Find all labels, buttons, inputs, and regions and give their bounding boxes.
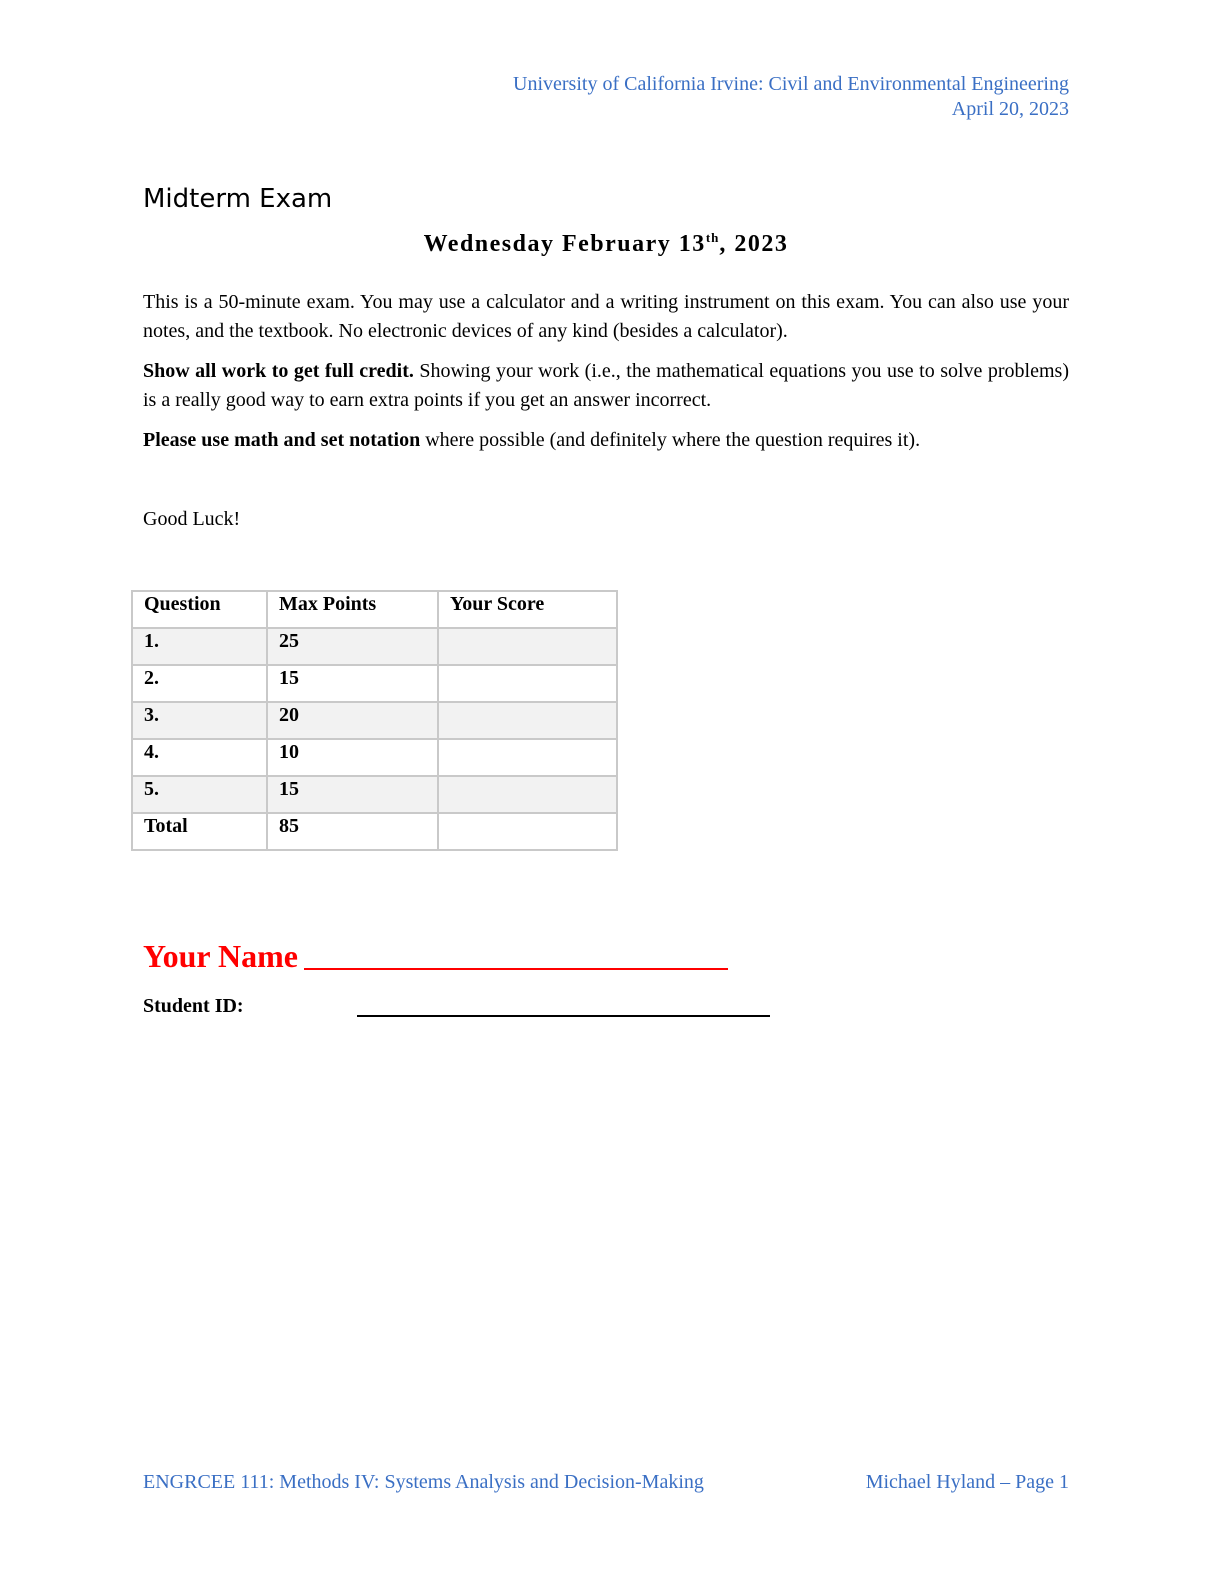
total-label-cell: Total xyxy=(132,813,267,850)
footer-page: Michael Hyland – Page 1 xyxy=(865,1471,1069,1493)
student-id-label: Student ID: xyxy=(143,995,244,1017)
header-question: Question xyxy=(132,591,267,628)
table-row xyxy=(132,628,617,665)
instructions-p2-rest: Showing your work (i.e., the mathematical equations you use to solve problems) is a really good way to earn extra points if you get an answer incorrect. xyxy=(143,360,1069,411)
exam-date-prefix: Wednesday February 13 xyxy=(423,231,706,257)
max-points-cell: 15 xyxy=(267,665,438,702)
table-row xyxy=(132,739,617,776)
table-header-row xyxy=(132,591,617,628)
question-cell: 1. xyxy=(132,628,267,665)
instructions-paragraph-1: This is a 50-minute exam. You may use a calculator and a writing instrument on this exam. You can also use your notes, and the textbook. No electronic devices of any kind (besides a calculator). xyxy=(143,291,1069,342)
max-points-cell: 25 xyxy=(267,628,438,665)
page-header xyxy=(513,72,1069,122)
table-row-total xyxy=(132,813,617,850)
total-score-cell[interactable] xyxy=(438,813,617,850)
instructions-paragraph-3 xyxy=(143,426,1069,455)
instructions-p2-bold: Show all work to get full credit. xyxy=(143,360,414,382)
score-table xyxy=(131,590,618,851)
table-row xyxy=(132,776,617,813)
instructions-p3-rest: where possible (and definitely where the question requires it). xyxy=(420,429,921,451)
your-score-cell[interactable] xyxy=(438,776,617,813)
your-score-cell[interactable] xyxy=(438,665,617,702)
max-points-cell: 10 xyxy=(267,739,438,776)
exam-date xyxy=(0,230,1212,258)
question-cell: 3. xyxy=(132,702,267,739)
question-cell: 4. xyxy=(132,739,267,776)
header-max-points: Max Points xyxy=(267,591,438,628)
table-row xyxy=(132,665,617,702)
exam-date-sup: th xyxy=(705,230,720,245)
header-your-score: Your Score xyxy=(438,591,617,628)
total-max-points-cell: 85 xyxy=(267,813,438,850)
max-points-cell: 20 xyxy=(267,702,438,739)
header-institution: University of California Irvine: Civil and Environmental Engineering xyxy=(513,73,1069,95)
your-score-cell[interactable] xyxy=(438,628,617,665)
question-cell: 5. xyxy=(132,776,267,813)
question-cell: 2. xyxy=(132,665,267,702)
your-score-cell[interactable] xyxy=(438,702,617,739)
your-name-label: Your Name xyxy=(143,938,298,974)
good-luck-text: Good Luck! xyxy=(143,508,241,530)
student-id-line[interactable] xyxy=(357,1015,770,1017)
exam-date-suffix: , 2023 xyxy=(719,231,789,257)
max-points-cell: 15 xyxy=(267,776,438,813)
instructions-paragraph-2 xyxy=(143,357,1069,415)
page-title: Midterm Exam xyxy=(143,184,333,214)
your-name-line[interactable] xyxy=(304,968,728,970)
instructions-p3-bold: Please use math and set notation xyxy=(143,429,421,451)
header-date: April 20, 2023 xyxy=(951,98,1069,120)
your-score-cell[interactable] xyxy=(438,739,617,776)
footer-course: ENGRCEE 111: Methods IV: Systems Analysis and Decision-Making xyxy=(143,1471,704,1493)
table-row xyxy=(132,702,617,739)
